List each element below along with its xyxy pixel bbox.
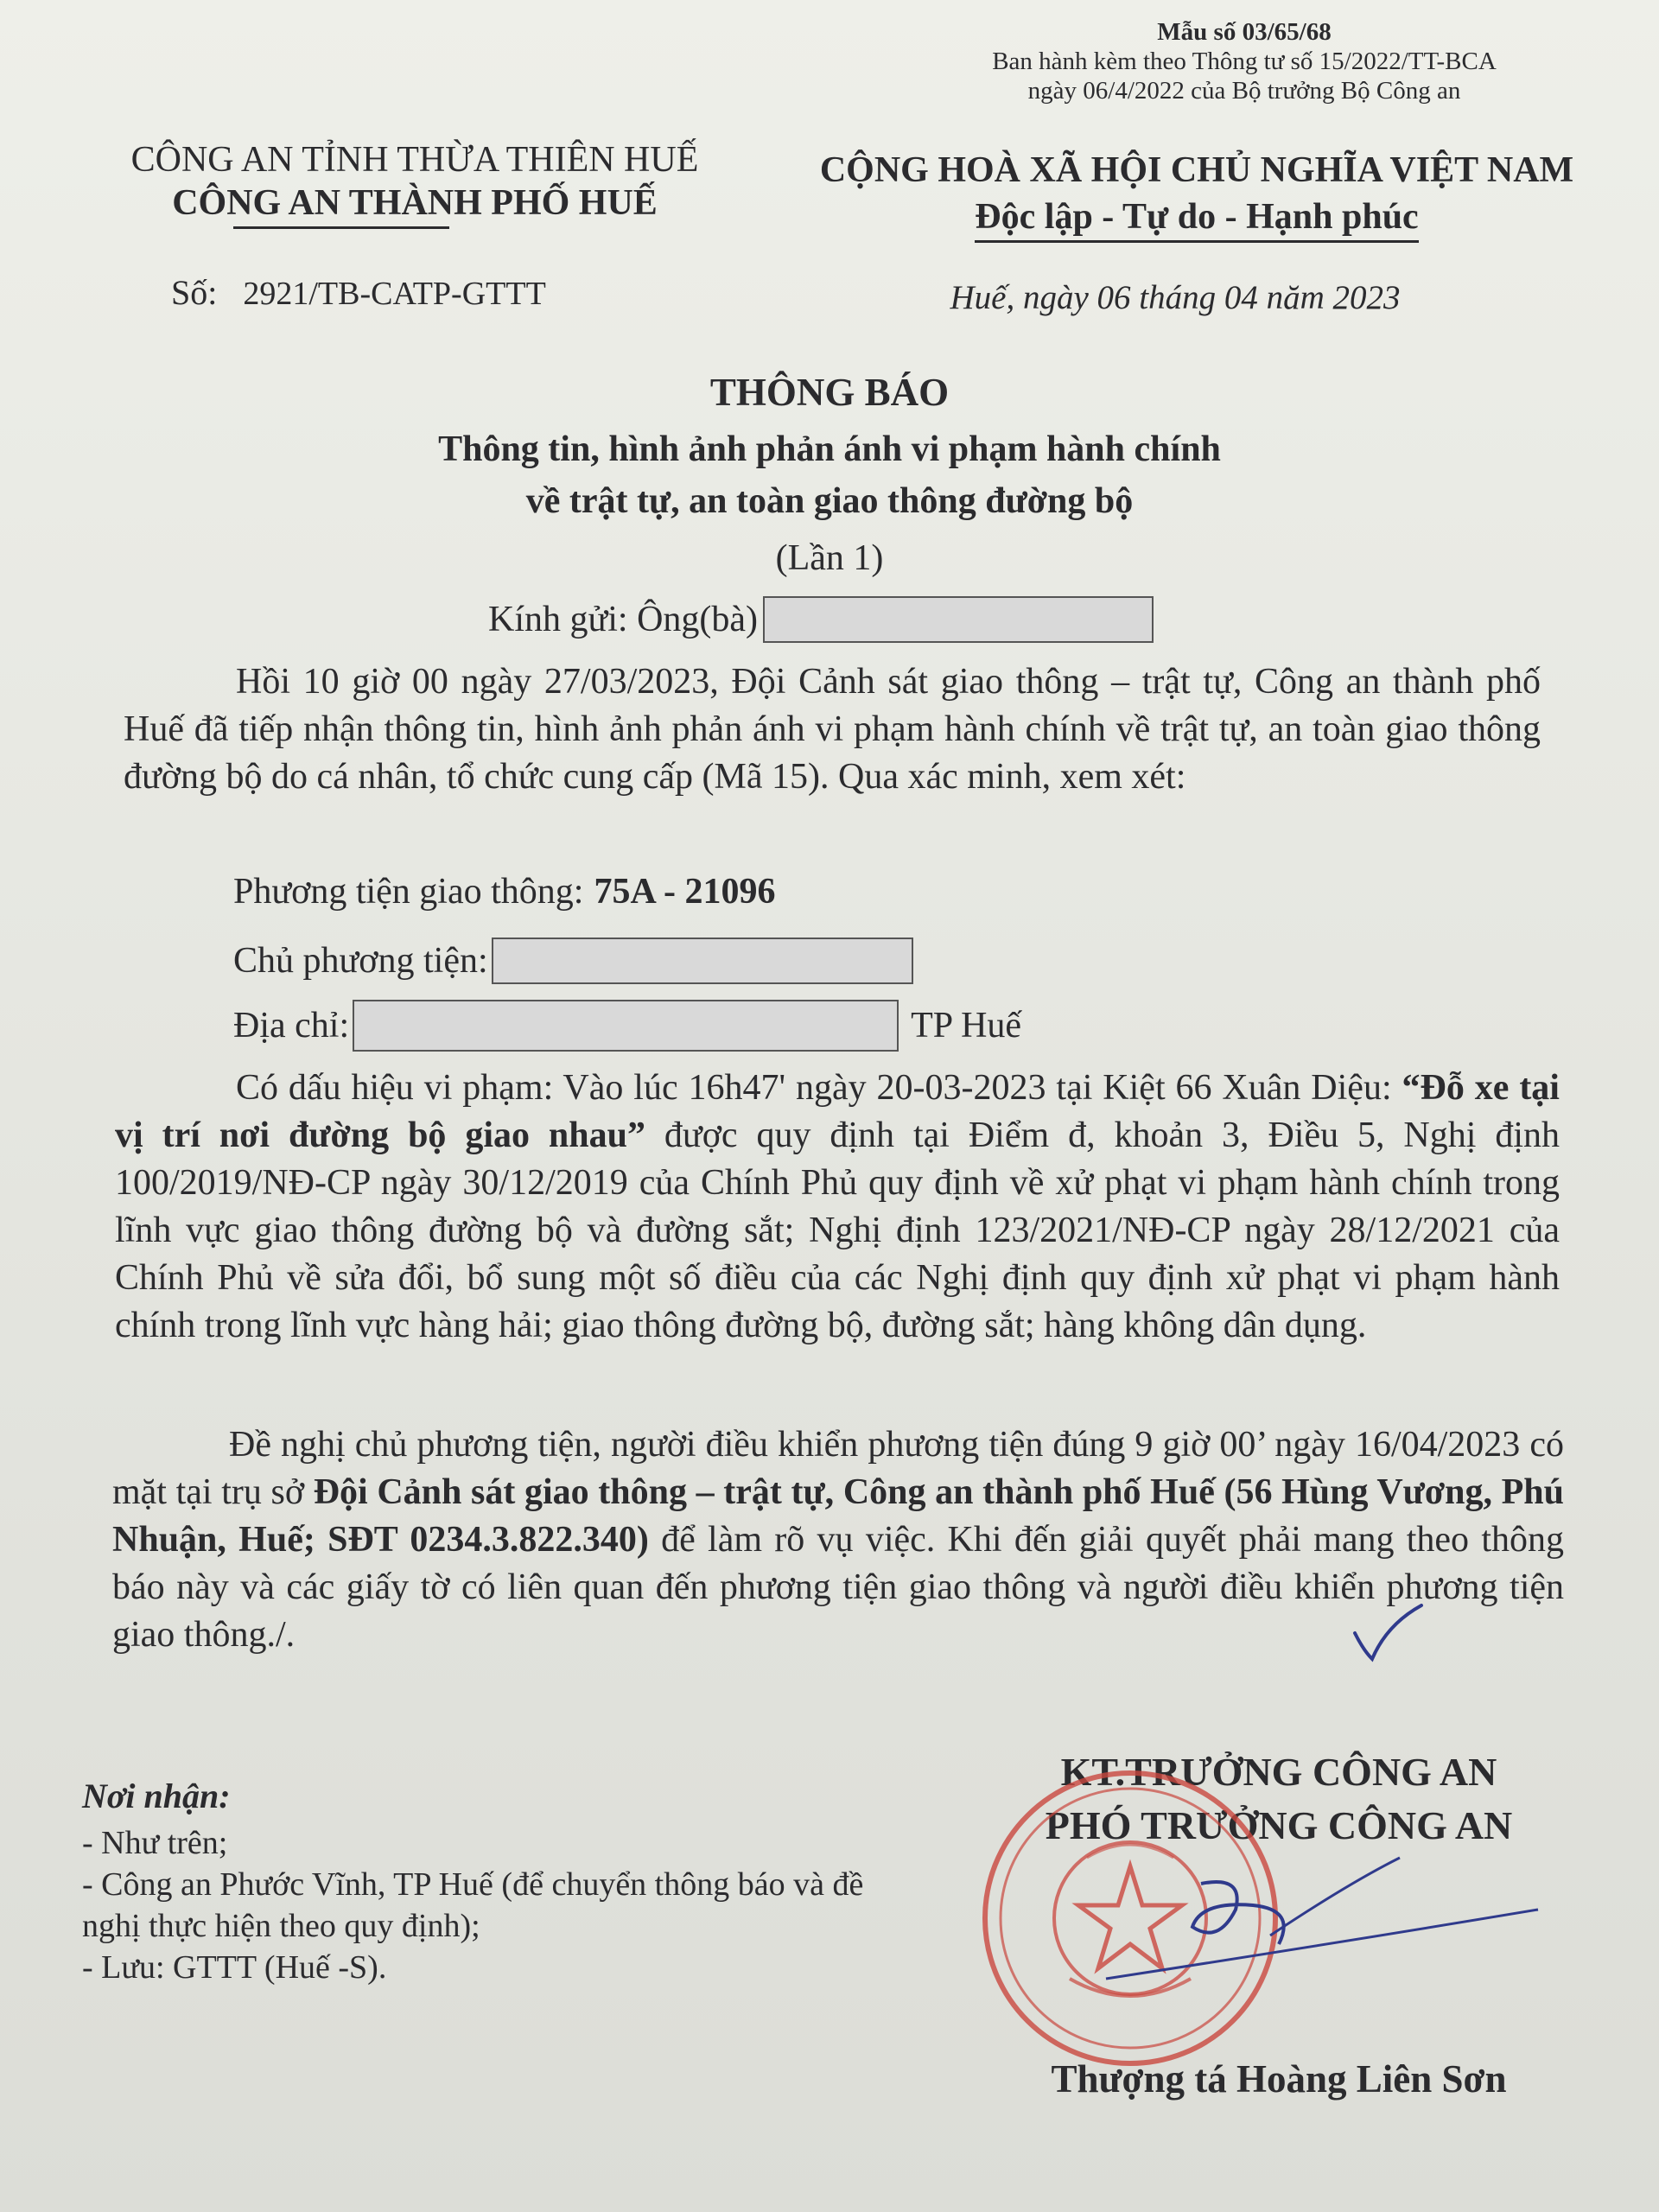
redacted-address [353,1000,899,1052]
vehicle-label: Phương tiện giao thông: [233,872,584,912]
recipients-block [82,1776,903,1988]
form-number-block [933,17,1555,105]
form-number: Mẫu số 03/65/68 [1157,18,1332,46]
recipient-item: - Lưu: GTTT (Huế -S). [82,1949,387,1986]
checkmark-icon [1348,1590,1426,1668]
request-suffix: để làm rõ vụ việc. Khi đến giải quyết phải mang theo thông báo này và các giấy tờ có liên quan đến phương tiện giao thông và người điều khiển phương tiện giao thông./. [112,1520,1564,1655]
request-paragraph [112,1421,1564,1659]
address-suffix: TP Huế [911,1006,1022,1046]
subtitle-line-1: Thông tin, hình ảnh phản ánh vi phạm hành chính [438,429,1221,469]
intro-paragraph: Hồi 10 giờ 00 ngày 27/03/2023, Đội Cảnh sát giao thông – trật tự, Công an thành phố Huế đã tiếp nhận thông tin, hình ảnh phản ánh vi phạm hành chính về trật tự, an toàn giao thông đường bộ do cá nhân, tổ chức cung cấp (Mã 15). Qua xác minh, xem xét: [124,662,1541,797]
form-issued: Ban hành kèm theo Thông tư số 15/2022/TT-BCA [992,48,1497,75]
agency-underline [233,226,449,229]
request-office: Đội Cảnh sát giao thông – trật tự, Công an thành phố Huế (56 Hùng Vương, Phú Nhuận, Huế; SĐT 0234.3.822.340) [112,1472,1565,1560]
document-number [171,272,546,313]
signature-line-1: KT.TRƯỞNG CÔNG AN [1060,1750,1497,1794]
violation-paragraph [115,1065,1560,1350]
violation-type: “Đỗ xe tại vị trí nơi đường bộ giao nhau” [115,1068,1560,1155]
national-motto: Độc lập - Tự do - Hạnh phúc [975,194,1418,243]
document-number-value: 2921/TB-CATP-GTTT [243,276,546,312]
signer-name: Thượng tá Hoàng Liên Sơn [1051,2057,1507,2101]
agency-name: CÔNG AN THÀNH PHỐ HUẾ [172,183,658,223]
request-prefix: Đề nghị chủ phương tiện, người điều khiển phương tiện đúng 9 giờ 00’ ngày 16/04/2023 có mặt tại trụ sở [112,1425,1564,1512]
vehicle-plate: 75A - 21096 [594,872,776,912]
handwritten-signature-icon [1071,1849,1555,1987]
notice-round: (Lần 1) [775,538,884,578]
signature-line-2: PHÓ TRƯỞNG CÔNG AN [1045,1803,1513,1847]
address-label: Địa chỉ: [233,1006,350,1046]
recipient-item: - Công an Phước Vĩnh, TP Huế (để chuyển thông báo và đề nghị thực hiện theo quy định); [82,1866,864,1944]
document-number-label: Số: [171,273,218,312]
agency-header [52,138,778,225]
document-subtitle [0,423,1659,527]
redacted-owner [492,938,913,984]
recipient-item: - Như trên; [82,1825,228,1861]
recipients-title: Nơi nhận: [82,1777,231,1815]
recipient-label: Kính gửi: Ông(bà) [488,600,759,639]
subtitle-line-2: về trật tự, an toàn giao thông đường bộ [525,481,1134,521]
violation-prefix: Có dấu hiệu vi phạm: Vào lúc 16h47' ngày 20-03-2023 tại Kiệt 66 Xuân Diệu: [236,1068,1402,1108]
document-title: THÔNG BÁO [709,371,950,414]
violation-legal-basis: được quy định tại Điểm đ, khoản 3, Điều 5, Nghị định 100/2019/NĐ-CP ngày 30/12/2019 của Chính Phủ quy định về xử phạt vi phạm hành chính trong lĩnh vực giao thông đường bộ và đường sắt; Nghị định 123/2021/NĐ-CP ngày 28/12/2021 của Chính Phủ về sửa đổi, bổ sung một số điều của các Nghị định quy định xử phạt vi phạm hành chính trong lĩnh vực hàng hải; giao thông đường bộ, đường sắt; hàng không dân dụng. [115,1116,1560,1345]
recipient-line [488,596,1154,643]
place-date: Huế, ngày 06 tháng 04 năm 2023 [950,279,1401,316]
owner-label: Chủ phương tiện: [233,941,488,981]
address-line [233,1000,1021,1052]
form-issued-date: ngày 06/4/2022 của Bộ trưởng Bộ Công an [1027,77,1461,105]
owner-line [233,938,913,984]
agency-parent: CÔNG AN TỈNH THỪA THIÊN HUẾ [130,140,699,180]
country-name: CỘNG HOÀ XÃ HỘI CHỦ NGHĨA VIỆT NAM [819,150,1574,190]
national-header [743,147,1650,243]
vehicle-line [233,871,775,912]
redacted-recipient [763,596,1154,643]
